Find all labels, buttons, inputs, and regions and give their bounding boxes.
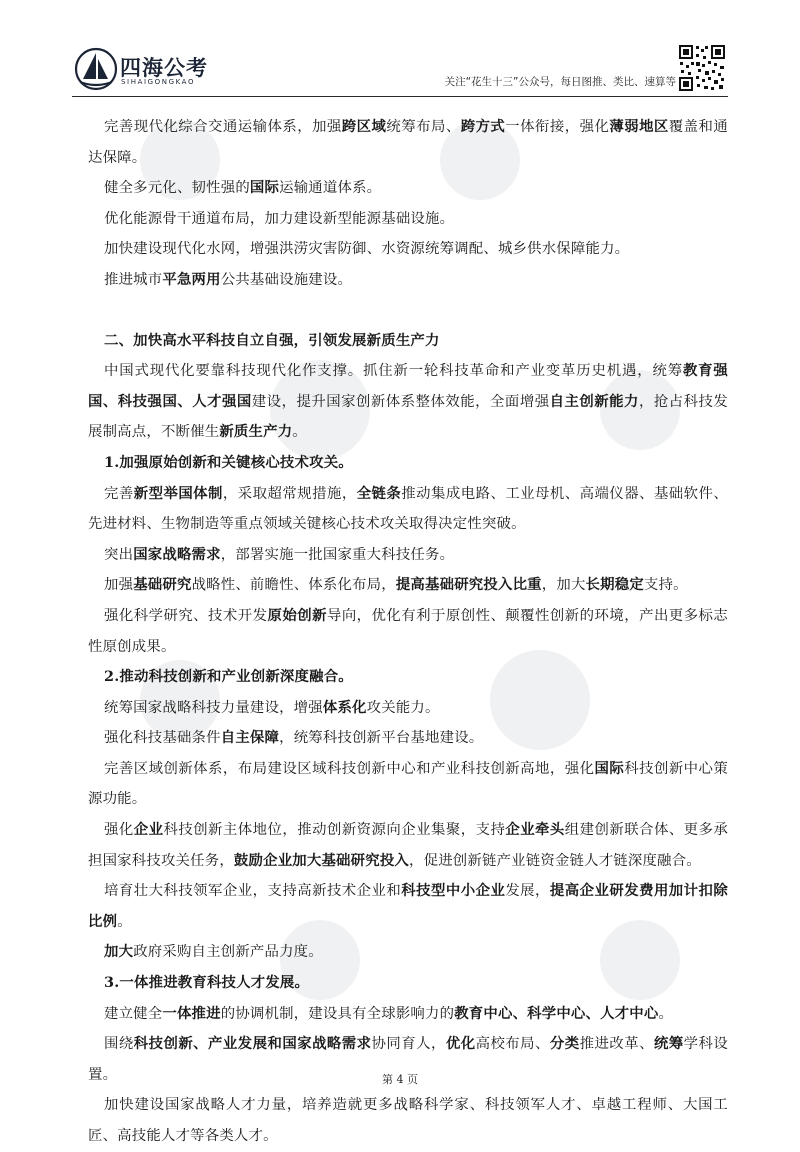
text-run: 强化科学研究、技术开发 bbox=[104, 607, 268, 624]
text-run: 突出 bbox=[104, 546, 134, 563]
bold-text: 体系化 bbox=[322, 698, 367, 716]
page-header bbox=[0, 0, 800, 100]
text-run: ，部署实施一批国家重大科技任务。 bbox=[220, 546, 455, 563]
text-run: ，抢占科技发展制高点，不断催生 bbox=[88, 393, 728, 441]
bold-text: 长期稳定 bbox=[585, 576, 644, 594]
text-run: 一体衔接，强化 bbox=[505, 119, 610, 135]
bold-text: 新质生产力 bbox=[219, 423, 293, 441]
bold-text: 原始创新 bbox=[267, 606, 327, 624]
text-run: 高校布局、 bbox=[475, 1036, 550, 1053]
paragraph bbox=[88, 815, 728, 876]
bold-text: 跨区域 bbox=[341, 118, 387, 135]
bold-text: 1.加强原始创新和关键核心技术攻关。 bbox=[104, 453, 353, 471]
sailboat-logo-icon bbox=[74, 47, 118, 91]
paragraph bbox=[88, 173, 728, 204]
text-run: 支持。 bbox=[643, 577, 688, 594]
text-run: 建立健全 bbox=[104, 1005, 163, 1022]
bold-text: 跨方式 bbox=[460, 118, 506, 135]
brand-name: 四海公考 bbox=[120, 56, 208, 80]
text-run: ，促进创新链产业链资金链人才链深度融合。 bbox=[409, 852, 701, 869]
bold-text: 教育中心、科学中心、人才中心 bbox=[454, 1004, 659, 1022]
paragraph bbox=[88, 204, 728, 235]
header-divider bbox=[72, 96, 728, 97]
text-run: 中国式现代化要靠科技现代化作支撑。抓住新一轮科技革命和产业变革历史机遇，统筹 bbox=[104, 363, 683, 380]
text-run: 战略性、前瞻性、体系化布局， bbox=[191, 577, 396, 594]
paragraph bbox=[88, 723, 728, 754]
text-run: 推进城市 bbox=[104, 271, 163, 288]
text-run: 科技创新中心策源功能。 bbox=[88, 760, 729, 808]
text-run: 推进改革、 bbox=[579, 1036, 654, 1053]
bold-text: 一体推进 bbox=[162, 1004, 221, 1022]
bold-text: 加大 bbox=[104, 943, 134, 961]
bold-text: 二、加快高水平科技自立自强，引领发展新质生产力 bbox=[104, 331, 440, 349]
text-run: 协同育人， bbox=[371, 1036, 446, 1053]
document-body bbox=[88, 112, 728, 1152]
bold-text: 3.一体推进教育科技人才发展。 bbox=[104, 974, 310, 992]
text-run: ，统筹科技创新平台基地建设。 bbox=[279, 730, 484, 747]
bold-text: 新型举国体制 bbox=[133, 484, 223, 502]
section-heading bbox=[88, 326, 728, 357]
text-run: 加快建设现代化水网，增强洪涝灾害防御、水资源统筹调配、城乡供水保障能力。 bbox=[104, 241, 630, 258]
paragraph bbox=[88, 937, 728, 968]
text-run: 完善现代化综合交通运输体系，加强 bbox=[104, 119, 342, 135]
paragraph-gap bbox=[88, 296, 728, 326]
text-run: 。 bbox=[658, 1005, 674, 1022]
paragraph bbox=[88, 876, 728, 937]
text-run: 统筹布局、 bbox=[386, 119, 461, 135]
bold-text: 提高企业研发费用加计扣除比例 bbox=[88, 882, 728, 930]
bold-text: 鼓励企业加大基础研究投入 bbox=[233, 851, 410, 869]
brand-subtitle: SIHAIGONGKAO bbox=[121, 78, 196, 86]
paragraph bbox=[88, 448, 728, 479]
bold-text: 自主保障 bbox=[220, 729, 280, 747]
text-run: 政府采购自主创新产品力度。 bbox=[133, 944, 323, 961]
bold-text: 企业 bbox=[133, 821, 164, 839]
bold-text: 基础研究 bbox=[133, 576, 192, 594]
paragraph bbox=[88, 234, 728, 265]
text-run: 学科设置。 bbox=[88, 1036, 728, 1083]
text-run: ，加大 bbox=[541, 577, 586, 594]
text-run: 完善区域创新体系，布局建设区域科技创新中心和产业科技创新高地，强化 bbox=[104, 760, 595, 777]
bold-text: 全链条 bbox=[356, 484, 402, 502]
text-run: 公共基础设施建设。 bbox=[220, 271, 353, 288]
text-run: 组建创新联合体、更多承担国家科技攻关任务， bbox=[88, 822, 729, 869]
bold-text: 平急两用 bbox=[162, 270, 221, 288]
text-run: 健全多元化、韧性强的 bbox=[104, 180, 250, 197]
bold-text: 国家战略需求 bbox=[133, 545, 221, 563]
paragraph bbox=[88, 601, 728, 662]
paragraph bbox=[88, 662, 728, 693]
text-run: 。 bbox=[117, 913, 132, 930]
paragraph bbox=[88, 693, 728, 724]
paragraph bbox=[88, 265, 728, 296]
text-run: 攻关能力。 bbox=[366, 699, 440, 716]
bold-text: 提高基础研究投入比重 bbox=[395, 576, 542, 594]
bold-text: 分类 bbox=[549, 1035, 580, 1053]
paragraph bbox=[88, 112, 728, 173]
bold-text: 科技创新、产业发展和国家战略需求 bbox=[133, 1035, 372, 1053]
bold-text: 国际 bbox=[594, 759, 625, 777]
brand-logo bbox=[74, 47, 214, 95]
text-run: 完善 bbox=[104, 485, 134, 502]
text-run: 运输通道体系。 bbox=[279, 180, 382, 197]
paragraph bbox=[88, 540, 728, 571]
bold-text: 优化 bbox=[445, 1035, 476, 1053]
bold-text: 科技型中小企业 bbox=[401, 882, 506, 900]
text-run: 覆盖和通达保障。 bbox=[88, 119, 728, 166]
header-slogan: 关注“花生十三”公众号，每日图推、类比、速算等 bbox=[444, 76, 676, 88]
text-run: 加强 bbox=[104, 577, 134, 594]
qr-code-icon bbox=[678, 44, 726, 92]
text-run: 科技创新主体地位，推动创新资源向企业集聚，支持 bbox=[163, 822, 506, 839]
paragraph bbox=[88, 356, 728, 448]
text-run: 培育壮大科技领军企业，支持高新技术企业和 bbox=[104, 883, 402, 900]
bold-text: 教育强国、科技强国、人才强国 bbox=[88, 362, 728, 410]
text-run: 导向，优化有利于原创性、颠覆性创新的环境，产出更多标志性原创成果。 bbox=[88, 607, 728, 655]
paragraph bbox=[88, 1090, 728, 1151]
text-run: 强化 bbox=[104, 822, 134, 839]
text-run: 建设，提升国家创新体系整体效能，全面增强 bbox=[251, 393, 550, 410]
text-run: 围绕 bbox=[104, 1036, 134, 1053]
paragraph bbox=[88, 754, 728, 815]
text-run: 的协调机制，建设具有全球影响力的 bbox=[220, 1005, 455, 1022]
text-run: 发展， bbox=[505, 883, 550, 900]
bold-text: 企业牵头 bbox=[505, 821, 565, 839]
text-run: 强化科技基础条件 bbox=[104, 730, 221, 747]
text-run: 加快建设国家战略人才力量，培养造就更多战略科学家、科技领军人才、卓越工程师、大国工匠、高技能人才等各类人才。 bbox=[88, 1097, 728, 1144]
bold-text: 自主创新能力 bbox=[549, 392, 639, 410]
paragraph bbox=[88, 570, 728, 601]
bold-text: 国际 bbox=[249, 179, 280, 197]
bold-text: 统筹 bbox=[653, 1035, 684, 1053]
text-run: 优化能源骨干通道布局，加力建设新型能源基础设施。 bbox=[104, 210, 455, 227]
paragraph bbox=[88, 968, 728, 999]
bold-text: 2.推动科技创新和产业创新深度融合。 bbox=[104, 668, 353, 686]
text-run: ，采取超常规措施， bbox=[222, 485, 357, 502]
page-number: 第 4 页 bbox=[382, 1073, 418, 1086]
paragraph bbox=[88, 999, 728, 1030]
text-run: 统筹国家战略科技力量建设，增强 bbox=[104, 699, 323, 716]
text-run: 推动集成电路、工业母机、高端仪器、基础软件、先进材料、生物制造等重点领域关键核心技术攻关取得决定性突破。 bbox=[88, 485, 728, 533]
paragraph bbox=[88, 479, 728, 540]
bold-text: 薄弱地区 bbox=[609, 118, 669, 135]
text-run: 。 bbox=[292, 424, 307, 441]
